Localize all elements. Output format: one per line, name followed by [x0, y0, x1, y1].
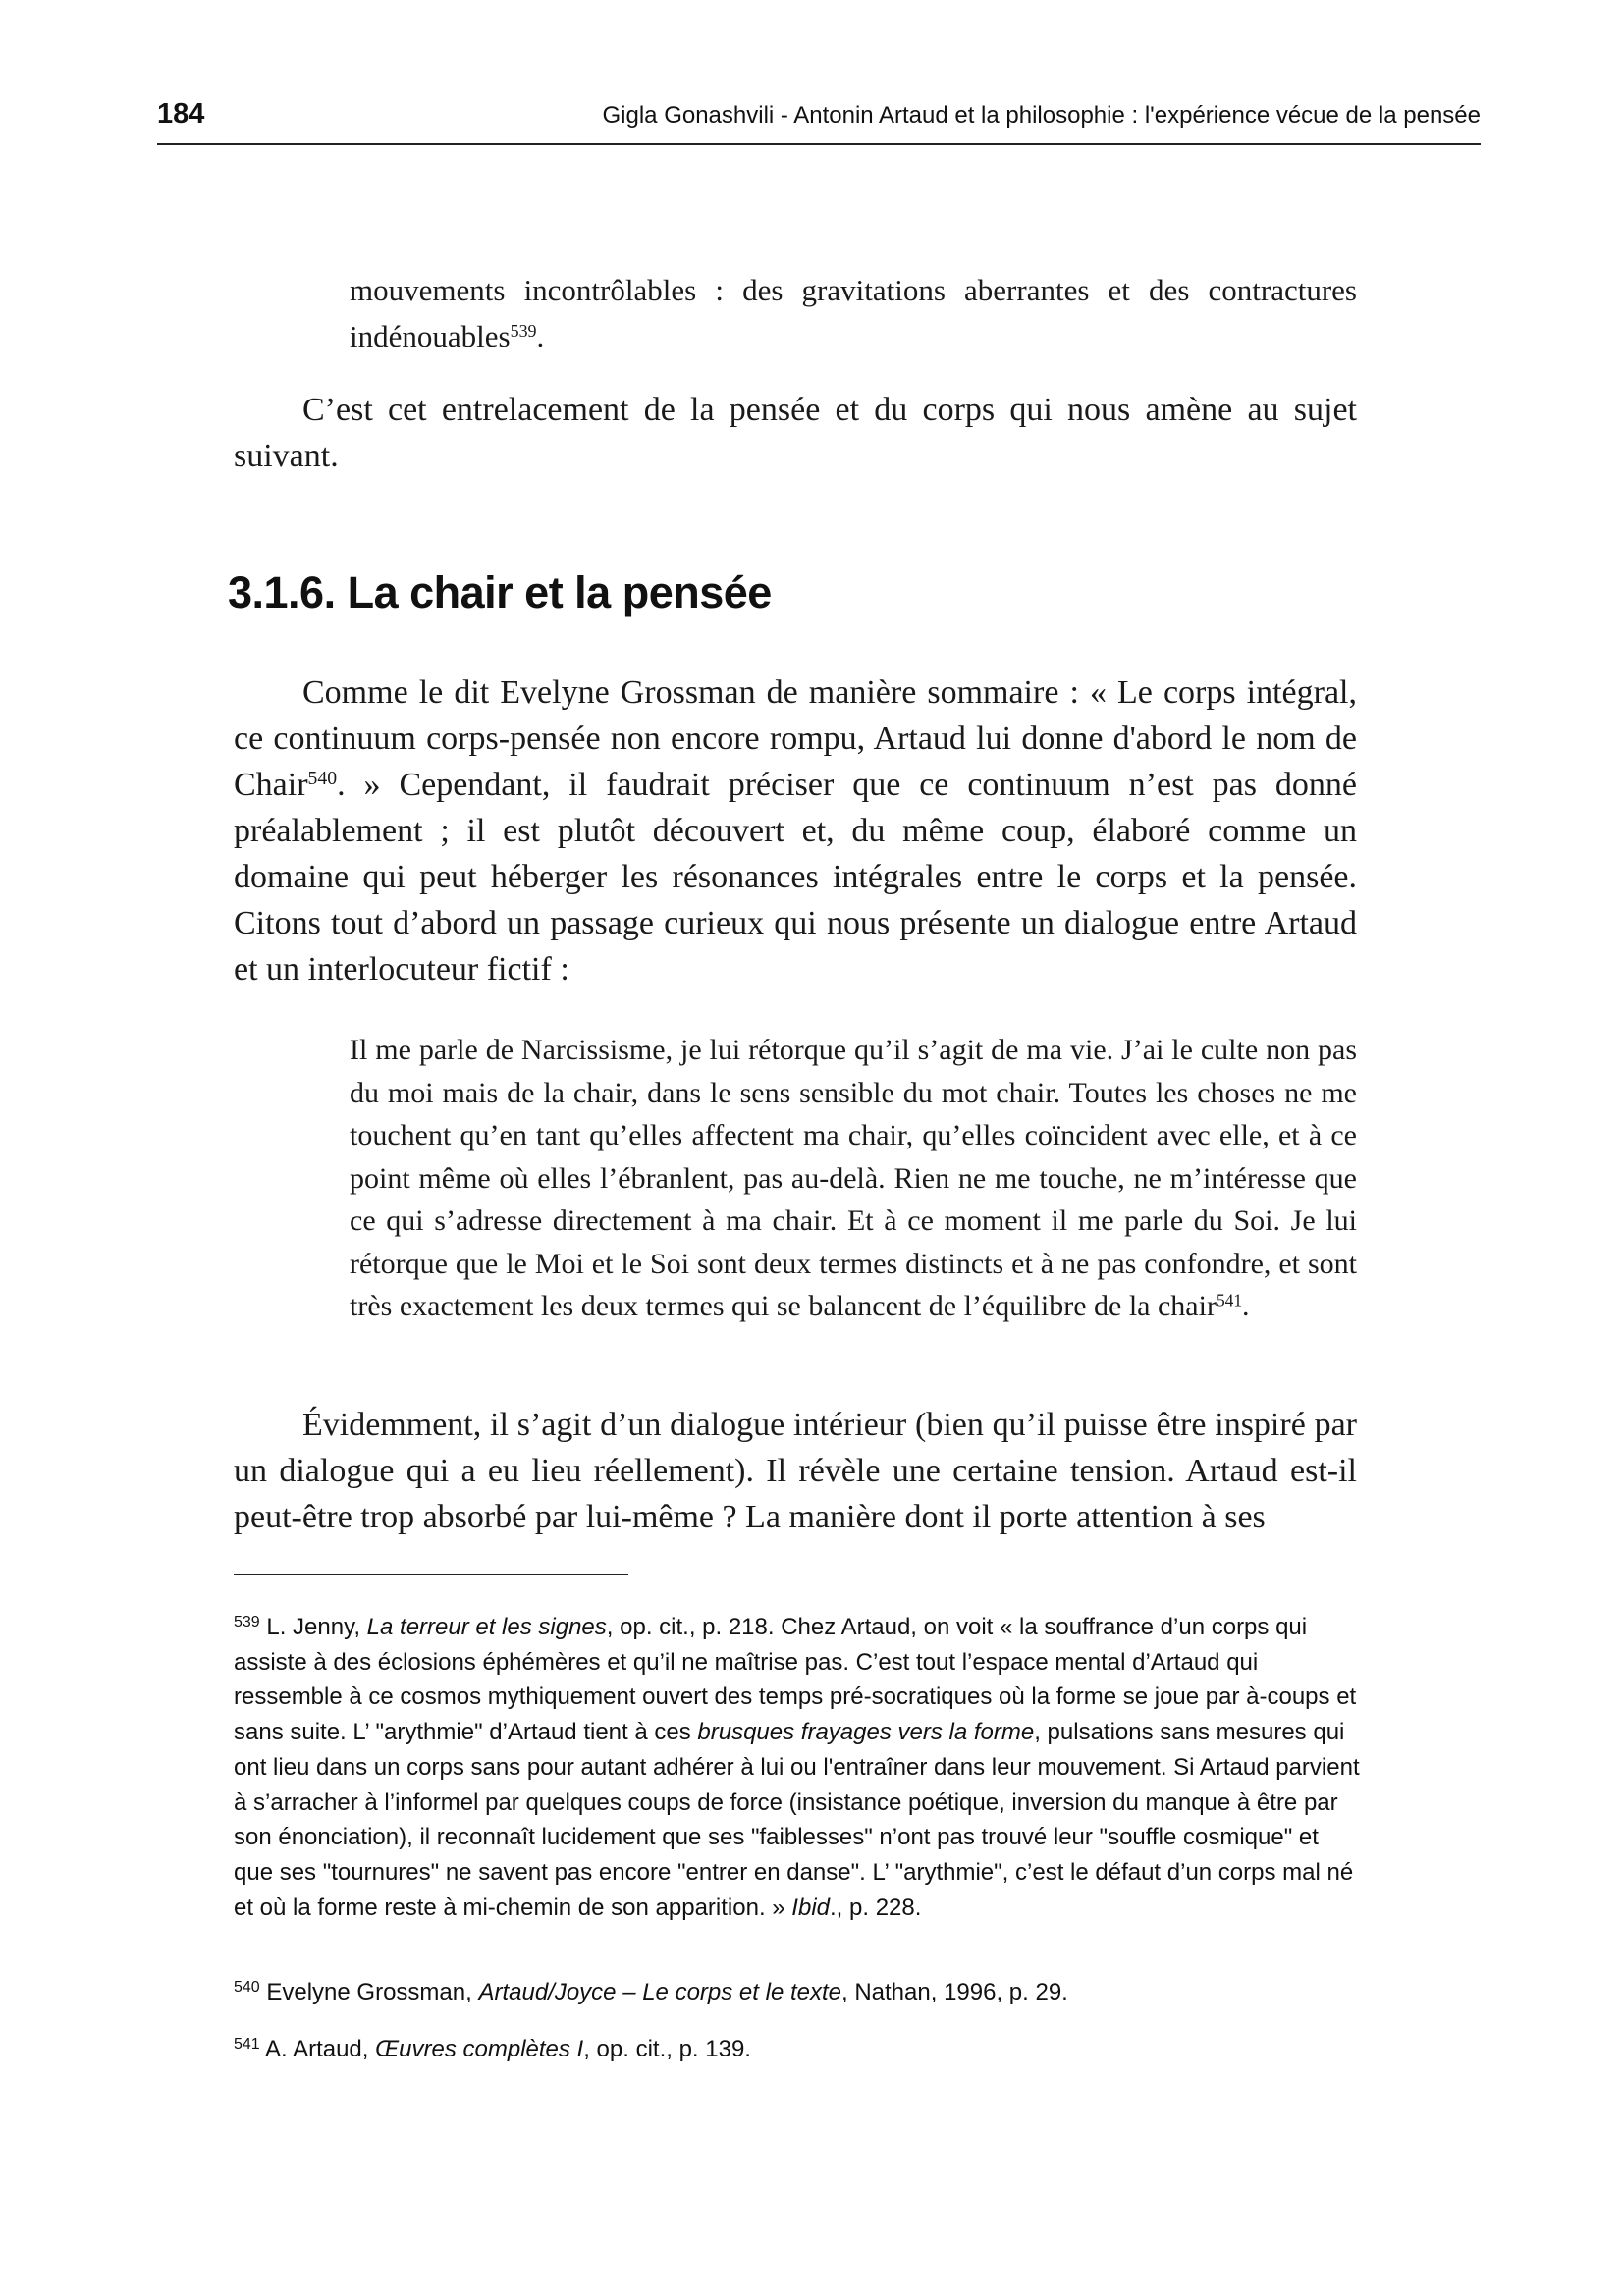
footnote-text: L. Jenny, [259, 1614, 367, 1640]
footnote-number: 540 [234, 1979, 260, 1996]
footnote-title: La terreur et les signes [366, 1614, 607, 1640]
footnote-number: 539 [234, 1614, 260, 1630]
footnote-ref-541[interactable]: 541 [1216, 1290, 1243, 1310]
footnote-ref-540[interactable]: 540 [307, 768, 338, 790]
section-heading: 3.1.6. La chair et la pensée [228, 567, 772, 617]
footnote-number: 541 [234, 2036, 260, 2053]
running-title: Gigla Gonashvili - Antonin Artaud et la philosophie : l'expérience vécue de la pensée [602, 102, 1481, 129]
para2-text-a: Comme le dit Evelyne Grossman de manière sommaire : « Le corps intégral, ce continuum corps-pensée non encore rompu, Artaud lui donne d'abord le nom de Chair [234, 674, 1357, 803]
page-header [157, 98, 1481, 145]
page-number: 184 [157, 98, 205, 130]
footnote-text: A. Artaud, [259, 2036, 376, 2062]
footnote-text: , op. cit., p. 218. Chez Artaud, on voit « la souffrance d’un corps qui assiste à des éclosions éphémères et qu’il ne maîtrise pas. C’est tout l’espace mental d’Artaud qui ressemble à ce cosmos mythiquement ouvert des temps pré-socratiques où la forme se joue par à-coups et sans suite. L’ "arythmie" d’Artaud tient à ces [234, 1614, 1357, 1746]
footnote-text: ., p. 228. [830, 1894, 922, 1921]
footnote-text: , op. cit., p. 139. [583, 2036, 751, 2062]
footnote-title: Œuvres complètes I [375, 2036, 584, 2062]
quote-top-end: . [536, 319, 545, 353]
paragraph-dialogue: Évidemment, il s’agit d’un dialogue intérieur (bien qu’il puisse être inspiré par un dialogue qui a eu lieu réellement). Il révèle une certaine tension. Artaud est-il peut-être trop absorbé par lui-même ? La manière dont il porte attention à ses [234, 1407, 1357, 1535]
quote-continuation [350, 267, 1357, 359]
footnote-text: , pulsations sans mesures qui ont lieu dans un corps sans pour autant adhérer à lui ou l'entraîner dans leur mouvement. Si Artaud parvient à s’arracher à l’informel par quelques coups de force (insistance poétique, inversion du manque à être par son énonciation), il reconnaît lucidement que ses "faiblesses" n’ont pas trouvé leur "souffle cosmique" et que ses "tournures" ne savent pas encore "entrer en danse". L’ "arythmie", c’est le défaut d’un corps mal né et où la forme reste à mi-chemin de son apparition. » [234, 1719, 1360, 1921]
block-quote-artaud [350, 1029, 1357, 1328]
footnote-text: Evelyne Grossman, [259, 1979, 479, 2005]
quote-main-text: Il me parle de Narcissisme, je lui rétorque qu’il s’agit de ma vie. J’ai le culte non pas du moi mais de la chair, dans le sens sensible du mot chair. Toutes les choses ne me touchent qu’en tant qu’elles affectent ma chair, qu’elles coïncident avec elle, et à ce point même où elles l’ébranlent, pas au-delà. Rien ne me touche, ne m’intéresse que ce qui s’adresse directement à ma chair. Et à ce moment il me parle du Soi. Je lui rétorque que le Moi et le Soi sont deux termes distincts et à ne pas confondre, et sont très exactement les deux termes qui se balancent de l’équilibre de la chair [350, 1034, 1357, 1322]
footnote-text: , Nathan, 1996, p. 29. [841, 1979, 1068, 2005]
footnote-539 [234, 1610, 1363, 1925]
footnote-540 [234, 1975, 1363, 2010]
footnote-ref-539[interactable]: 539 [510, 321, 537, 342]
quote-top-text: mouvements incontrôlables : des gravitations aberrantes et des contractures indénouables [350, 273, 1357, 353]
footnote-title: Artaud/Joyce – Le corps et le texte [478, 1979, 841, 2005]
footnote-541 [234, 2032, 1363, 2067]
footnote-separator [234, 1574, 628, 1575]
footnote-emphasis: brusques frayages vers la forme [697, 1719, 1035, 1746]
paragraph-transition: C’est cet entrelacement de la pensée et du corps qui nous amène au sujet suivant. [234, 392, 1357, 474]
paragraph-grossman [234, 669, 1357, 992]
quote-main-end: . [1242, 1290, 1250, 1322]
para2-text-b: . » Cependant, il faudrait préciser que ce continuum n’est pas donné préalablement ; il est plutôt découvert et, du même coup, élaboré comme un domaine qui peut héberger les résonances intégrales entre le corps et la pensée. Citons tout d’abord un passage curieux qui nous présente un dialogue entre Artaud et un interlocuteur fictif : [234, 767, 1357, 988]
footnote-emphasis: Ibid [791, 1894, 830, 1921]
